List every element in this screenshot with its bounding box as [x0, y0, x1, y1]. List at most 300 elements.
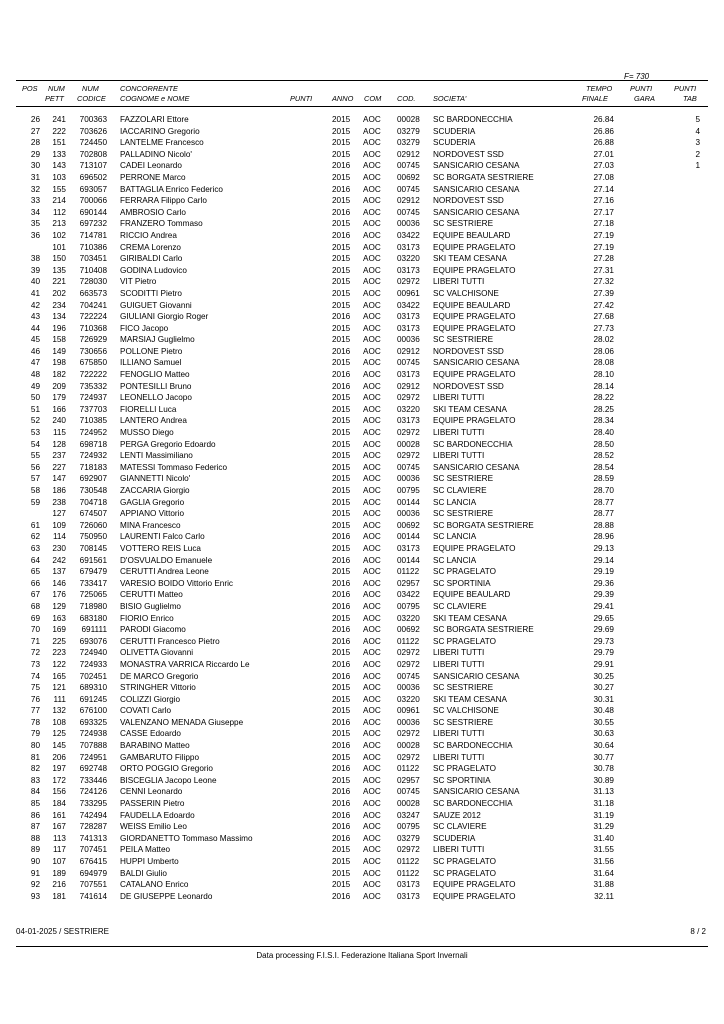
cell-societa: SC BARDONECCHIA: [433, 741, 513, 751]
cell-com: AOC: [363, 543, 381, 553]
cell-anno: 2016: [332, 370, 351, 380]
cell-pett: 117: [52, 845, 66, 855]
cell-societa: SKI TEAM CESANA: [433, 254, 508, 264]
cell-name: CENNI Leonardo: [120, 787, 183, 797]
cell-tempo: 28.14: [593, 381, 614, 391]
cell-tempo: 30.25: [593, 671, 614, 681]
cell-societa: SCUDERIA: [433, 833, 476, 843]
table-row: [0, 462, 724, 474]
cell-tempo: 30.63: [593, 729, 614, 739]
cell-codice: 728287: [79, 822, 107, 832]
cell-pett: 213: [52, 219, 66, 229]
cell-societa: SANSICARIO CESANA: [433, 184, 520, 194]
cell-com: AOC: [363, 659, 381, 669]
cell-pett: 182: [52, 370, 66, 380]
table-row: [0, 763, 724, 775]
cell-cod: 03173: [397, 312, 420, 322]
cell-codice: 733295: [79, 799, 107, 809]
cell-name: ILLIANO Samuel: [120, 358, 182, 368]
cell-anno: 2016: [332, 625, 351, 635]
table-row: [0, 415, 724, 427]
cell-com: AOC: [363, 149, 381, 159]
table-row: [0, 601, 724, 613]
cell-tempo: 27.03: [593, 161, 614, 171]
cell-com: AOC: [363, 880, 381, 890]
cell-tempo: 28.34: [593, 416, 614, 426]
cell-pett: 114: [52, 532, 66, 542]
table-row: [0, 659, 724, 671]
cell-societa: EQUIPE BEAULARD: [433, 590, 511, 600]
cell-tempo: 31.40: [593, 833, 614, 843]
cell-codice: 694979: [79, 868, 107, 878]
table-row: [0, 891, 724, 903]
cell-cod: 02912: [397, 149, 420, 159]
cell-codice: 718183: [79, 462, 107, 472]
cell-com: AOC: [363, 196, 381, 206]
cell-com: AOC: [363, 370, 381, 380]
table-row: [0, 589, 724, 601]
cell-name: D'OSVUALDO Emanuele: [120, 555, 213, 565]
cell-anno: 2015: [332, 462, 351, 472]
cell-pett: 186: [52, 486, 66, 495]
cell-tempo: 32.11: [594, 891, 614, 901]
cell-com: AOC: [363, 625, 381, 635]
cell-punti-tab: 5: [695, 115, 700, 124]
cell-anno: 2016: [332, 381, 351, 391]
cell-com: AOC: [363, 578, 381, 588]
cell-pett: 125: [52, 729, 66, 739]
cell-pos: 46: [30, 346, 40, 356]
cell-name: FIORIO Enrico: [120, 613, 174, 623]
cell-name: OLIVETTA Giovanni: [120, 648, 194, 658]
col-num-codice-2: CODICE: [77, 94, 106, 103]
table-row: [0, 242, 724, 254]
cell-pos: 66: [30, 578, 40, 588]
cell-pett: 161: [52, 810, 66, 820]
cell-anno: 2015: [332, 115, 351, 124]
cell-societa: SC PRAGELATO: [433, 764, 496, 774]
cell-tempo: 30.27: [593, 683, 614, 693]
table-row: [0, 369, 724, 381]
cell-societa: SC BORGATA SESTRIERE: [433, 520, 534, 530]
cell-tempo: 28.54: [593, 462, 614, 472]
cell-pett: 122: [52, 659, 66, 669]
cell-anno: 2015: [332, 845, 351, 855]
col-num-pett-1: NUM: [48, 84, 65, 93]
cell-name: PERGA Gregorio Edoardo: [120, 439, 216, 449]
cell-name: BATTAGLIA Enrico Federico: [120, 184, 223, 194]
cell-tempo: 29.73: [593, 636, 614, 646]
table-row: [0, 276, 724, 288]
col-concorrente-2: COGNOME e NOME: [120, 94, 190, 103]
cell-pett: 184: [52, 799, 66, 809]
cell-pos: 74: [30, 671, 40, 681]
cell-cod: 01122: [397, 868, 420, 878]
cell-pett: 147: [52, 474, 66, 484]
cell-com: AOC: [363, 207, 381, 217]
cell-com: AOC: [363, 694, 381, 704]
cell-codice: 724933: [79, 659, 107, 669]
footer-date-place: 04-01-2025 / SESTRIERE: [16, 927, 109, 936]
col-pos: POS: [22, 84, 38, 93]
cell-tempo: 28.25: [593, 404, 614, 414]
cell-tempo: 27.28: [593, 254, 614, 264]
cell-societa: SC SPORTINIA: [433, 578, 491, 588]
cell-pos: 56: [30, 462, 40, 472]
cell-codice: 714781: [79, 230, 107, 240]
cell-name: PALLADINO Nicolo': [120, 149, 192, 159]
cell-codice: 691111: [81, 625, 107, 635]
cell-com: AOC: [363, 567, 381, 577]
cell-anno: 2015: [332, 265, 351, 275]
cell-com: AOC: [363, 416, 381, 426]
cell-anno: 2016: [332, 230, 351, 240]
cell-pett: 242: [52, 555, 66, 565]
table-row: [0, 694, 724, 706]
cell-pos: 48: [30, 370, 40, 380]
cell-cod: 03173: [397, 242, 420, 252]
cell-tempo: 28.40: [593, 428, 614, 438]
table-row: [0, 740, 724, 752]
cell-name: GAMBARUTO Filippo: [120, 752, 200, 762]
table-row: [0, 288, 724, 300]
cell-com: AOC: [363, 787, 381, 797]
table-row: [0, 543, 724, 555]
cell-pos: 26: [30, 115, 40, 124]
cell-pett: 111: [53, 694, 66, 704]
cell-codice: 707551: [79, 880, 107, 890]
cell-tempo: 28.06: [593, 346, 614, 356]
cell-codice: 676100: [79, 706, 107, 716]
cell-name: PERRONE Marco: [120, 172, 186, 182]
cell-pos: 86: [30, 810, 40, 820]
table-row: [0, 311, 724, 323]
cell-name: GODINA Ludovico: [120, 265, 187, 275]
cell-tempo: 29.36: [593, 578, 614, 588]
cell-pos: 45: [30, 335, 40, 345]
cell-name: GAGLIA Gregorio: [120, 497, 185, 507]
cell-pett: 101: [52, 242, 66, 252]
cell-pett: 129: [52, 601, 66, 611]
cell-pett: 146: [52, 578, 66, 588]
cell-codice: 741614: [79, 891, 107, 901]
cell-pos: 82: [30, 764, 40, 774]
cell-codice: 725065: [79, 590, 107, 600]
cell-societa: EQUIPE BEAULARD: [433, 230, 511, 240]
cell-pos: 54: [30, 439, 40, 449]
cell-name: PASSERIN Pietro: [120, 799, 185, 809]
cell-com: AOC: [363, 486, 381, 495]
cell-tempo: 28.10: [593, 370, 614, 380]
cell-tempo: 27.19: [593, 242, 614, 252]
cell-tempo: 31.19: [593, 810, 614, 820]
cell-name: BISIO Guglielmo: [120, 601, 181, 611]
table-row: [0, 647, 724, 659]
cell-anno: 2015: [332, 857, 351, 866]
cell-societa: SC PRAGELATO: [433, 567, 496, 577]
cell-com: AOC: [363, 648, 381, 658]
cell-codice: 674507: [79, 509, 107, 519]
cell-com: AOC: [363, 219, 381, 229]
cell-codice: 724951: [79, 752, 107, 762]
cell-pos: 71: [30, 636, 40, 646]
cell-cod: 00745: [397, 207, 420, 217]
cell-com: AOC: [363, 404, 381, 414]
cell-pos: 49: [30, 381, 40, 391]
cell-codice: 708145: [79, 543, 107, 553]
cell-name: CERUTTI Matteo: [120, 590, 183, 600]
cell-anno: 2015: [332, 497, 351, 507]
cell-pett: 132: [52, 706, 66, 716]
cell-cod: 02972: [397, 752, 420, 762]
cell-cod: 03279: [397, 138, 420, 148]
cell-codice: 710408: [79, 265, 107, 275]
cell-pett: 238: [52, 497, 66, 507]
cell-societa: EQUIPE PRAGELATO: [433, 370, 516, 380]
cell-name: PEILA Matteo: [120, 845, 171, 855]
cell-com: AOC: [363, 497, 381, 507]
cell-tempo: 28.08: [593, 358, 614, 368]
table-row: [0, 636, 724, 648]
cell-cod: 03173: [397, 891, 420, 901]
cell-pos: 76: [30, 694, 40, 704]
table-row: [0, 195, 724, 207]
cell-pett: 128: [52, 439, 66, 449]
cell-codice: 698718: [79, 439, 107, 449]
cell-anno: 2015: [332, 288, 351, 298]
cell-name: WEISS Emilio Leo: [120, 822, 187, 832]
cell-com: AOC: [363, 729, 381, 739]
cell-name: VOTTERO REIS Luca: [120, 543, 201, 553]
cell-anno: 2015: [332, 219, 351, 229]
cell-societa: SC BARDONECCHIA: [433, 439, 513, 449]
cell-name: DE MARCO Gregorio: [120, 671, 199, 681]
cell-societa: NORDOVEST SSD: [433, 149, 504, 159]
cell-com: AOC: [363, 613, 381, 623]
cell-societa: SC SESTRIERE: [433, 335, 494, 345]
cell-com: AOC: [363, 775, 381, 785]
cell-pos: 27: [30, 126, 40, 136]
cell-com: AOC: [363, 857, 381, 866]
cell-pos: 88: [30, 833, 40, 843]
cell-name: COLIZZI Giorgio: [120, 694, 181, 704]
cell-pos: 31: [30, 172, 40, 182]
table-row: [0, 613, 724, 625]
cell-societa: EQUIPE PRAGELATO: [433, 312, 516, 322]
cell-anno: 2015: [332, 404, 351, 414]
cell-pos: 67: [30, 590, 40, 600]
cell-com: AOC: [363, 184, 381, 194]
cell-societa: SKI TEAM CESANA: [433, 404, 508, 414]
cell-societa: SC LANCIA: [433, 532, 477, 542]
cell-cod: 02912: [397, 381, 420, 391]
cell-societa: SAUZE 2012: [433, 810, 481, 820]
cell-tempo: 27.16: [593, 196, 614, 206]
cell-pos: 68: [30, 601, 40, 611]
cell-societa: NORDOVEST SSD: [433, 381, 504, 391]
cell-com: AOC: [363, 462, 381, 472]
cell-cod: 00961: [397, 288, 420, 298]
cell-tempo: 30.55: [593, 717, 614, 727]
cell-com: AOC: [363, 555, 381, 565]
cell-name: ZACCARIA Giorgio: [120, 486, 190, 495]
cell-anno: 2015: [332, 300, 351, 310]
cell-pett: 102: [52, 230, 66, 240]
cell-tempo: 27.19: [593, 230, 614, 240]
cell-tempo: 31.55: [593, 845, 614, 855]
table-row: [0, 184, 724, 196]
cell-pos: 80: [30, 741, 40, 751]
cell-cod: 00745: [397, 787, 420, 797]
table-row: [0, 114, 724, 126]
cell-name: CATALANO Enrico: [120, 880, 189, 890]
cell-anno: 2016: [332, 764, 351, 774]
cell-cod: 03220: [397, 254, 420, 264]
cell-pett: 158: [52, 335, 66, 345]
cell-name: VARESIO BOIDO Vittorio Enric: [120, 578, 233, 588]
footer-rule: [16, 946, 708, 947]
cell-anno: 2015: [332, 543, 351, 553]
cell-tempo: 28.70: [593, 486, 614, 495]
cell-codice: 692907: [79, 474, 107, 484]
table-row: [0, 323, 724, 335]
cell-cod: 01122: [397, 857, 420, 866]
cell-name: CASSE Edoardo: [120, 729, 181, 739]
cell-cod: 00036: [397, 335, 420, 345]
cell-cod: 00036: [397, 219, 420, 229]
cell-anno: 2015: [332, 648, 351, 658]
cell-codice: 726060: [79, 520, 107, 530]
cell-com: AOC: [363, 335, 381, 345]
cell-cod: 03247: [397, 810, 420, 820]
cell-tempo: 28.77: [593, 509, 614, 519]
table-row: [0, 821, 724, 833]
cell-anno: 2015: [332, 567, 351, 577]
cell-cod: 03279: [397, 126, 420, 136]
table-row: [0, 555, 724, 567]
cell-anno: 2016: [332, 601, 351, 611]
cell-tempo: 27.42: [593, 300, 614, 310]
cell-cod: 03173: [397, 370, 420, 380]
cell-codice: 728030: [79, 277, 107, 287]
cell-name: GIORDANETTO Tommaso Massimo: [120, 833, 253, 843]
cell-name: LEONELLO Jacopo: [120, 393, 192, 403]
cell-pos: 59: [30, 497, 40, 507]
col-concorrente-1: CONCORRENTE: [120, 84, 178, 93]
cell-codice: 726929: [79, 335, 107, 345]
cell-cod: 02972: [397, 648, 420, 658]
cell-pos: 38: [30, 254, 40, 264]
cell-societa: LIBERI TUTTI: [433, 428, 485, 438]
cell-com: AOC: [363, 115, 381, 124]
cell-name: LANTERO Andrea: [120, 416, 187, 426]
cell-tempo: 30.48: [593, 706, 614, 716]
cell-pett: 166: [52, 404, 66, 414]
cell-pett: 206: [52, 752, 66, 762]
cell-codice: 733417: [79, 578, 107, 588]
cell-pett: 209: [52, 381, 66, 391]
col-punti-gara-2: GARA: [634, 94, 655, 103]
cell-tempo: 27.32: [593, 277, 614, 287]
cell-codice: 703626: [79, 126, 107, 136]
cell-name: MINA Francesco: [120, 520, 181, 530]
cell-name: CADEI Leonardo: [120, 161, 182, 171]
cell-name: IACCARINO Gregorio: [120, 126, 200, 136]
cell-anno: 2016: [332, 161, 351, 171]
cell-societa: LIBERI TUTTI: [433, 393, 485, 403]
cell-name: DE GIUSEPPE Leonardo: [120, 891, 213, 901]
col-tempo-1: TEMPO: [586, 84, 613, 93]
cell-tempo: 26.86: [593, 126, 614, 136]
cell-pos: 65: [30, 567, 40, 577]
cell-societa: SC SESTRIERE: [433, 219, 494, 229]
cell-tempo: 27.68: [593, 312, 614, 322]
cell-anno: 2015: [332, 416, 351, 426]
cell-com: AOC: [363, 300, 381, 310]
cell-societa: SC CLAVIERE: [433, 822, 487, 832]
cell-com: AOC: [363, 126, 381, 136]
cell-com: AOC: [363, 509, 381, 519]
cell-com: AOC: [363, 764, 381, 774]
cell-societa: SC BORGATA SESTRIERE: [433, 172, 534, 182]
cell-pett: 163: [52, 613, 66, 623]
col-anno: ANNO: [332, 94, 354, 103]
cell-cod: 00036: [397, 474, 420, 484]
cell-pett: 109: [52, 520, 66, 530]
cell-societa: EQUIPE PRAGELATO: [433, 416, 516, 426]
cell-pos: 61: [30, 520, 40, 530]
cell-pos: 57: [30, 474, 40, 484]
cell-pos: 84: [30, 787, 40, 797]
cell-societa: LIBERI TUTTI: [433, 277, 485, 287]
cell-tempo: 30.78: [593, 764, 614, 774]
table-row: [0, 404, 724, 416]
cell-societa: SC SESTRIERE: [433, 474, 494, 484]
cell-tempo: 27.01: [593, 149, 614, 159]
cell-anno: 2015: [332, 868, 351, 878]
cell-name: AMBROSIO Carlo: [120, 207, 186, 217]
cell-pett: 237: [52, 451, 66, 461]
cell-pos: 72: [30, 648, 40, 658]
cell-pett: 240: [52, 416, 66, 426]
cell-codice: 693325: [79, 717, 107, 727]
cell-societa: SANSICARIO CESANA: [433, 787, 520, 797]
cell-societa: SANSICARIO CESANA: [433, 462, 520, 472]
cell-codice: 702808: [79, 149, 107, 159]
cell-name: GIRIBALDI Carlo: [120, 254, 183, 264]
cell-anno: 2015: [332, 242, 351, 252]
cell-anno: 2015: [332, 172, 351, 182]
cell-anno: 2015: [332, 474, 351, 484]
cell-pos: 77: [30, 706, 40, 716]
cell-com: AOC: [363, 799, 381, 809]
cell-anno: 2015: [332, 509, 351, 519]
cell-pos: 73: [30, 659, 40, 669]
cell-name: LAURENTI Falco Carlo: [120, 532, 205, 542]
cell-cod: 00036: [397, 717, 420, 727]
cell-cod: 00692: [397, 625, 420, 635]
table-row: [0, 149, 724, 161]
cell-tempo: 27.39: [593, 288, 614, 298]
cell-cod: 02972: [397, 729, 420, 739]
cell-cod: 03220: [397, 694, 420, 704]
cell-codice: 683180: [79, 613, 107, 623]
cell-codice: 663573: [79, 288, 107, 298]
cell-codice: 679479: [79, 567, 107, 577]
cell-pos: 69: [30, 613, 40, 623]
cell-pos: 51: [30, 404, 40, 414]
cell-com: AOC: [363, 288, 381, 298]
